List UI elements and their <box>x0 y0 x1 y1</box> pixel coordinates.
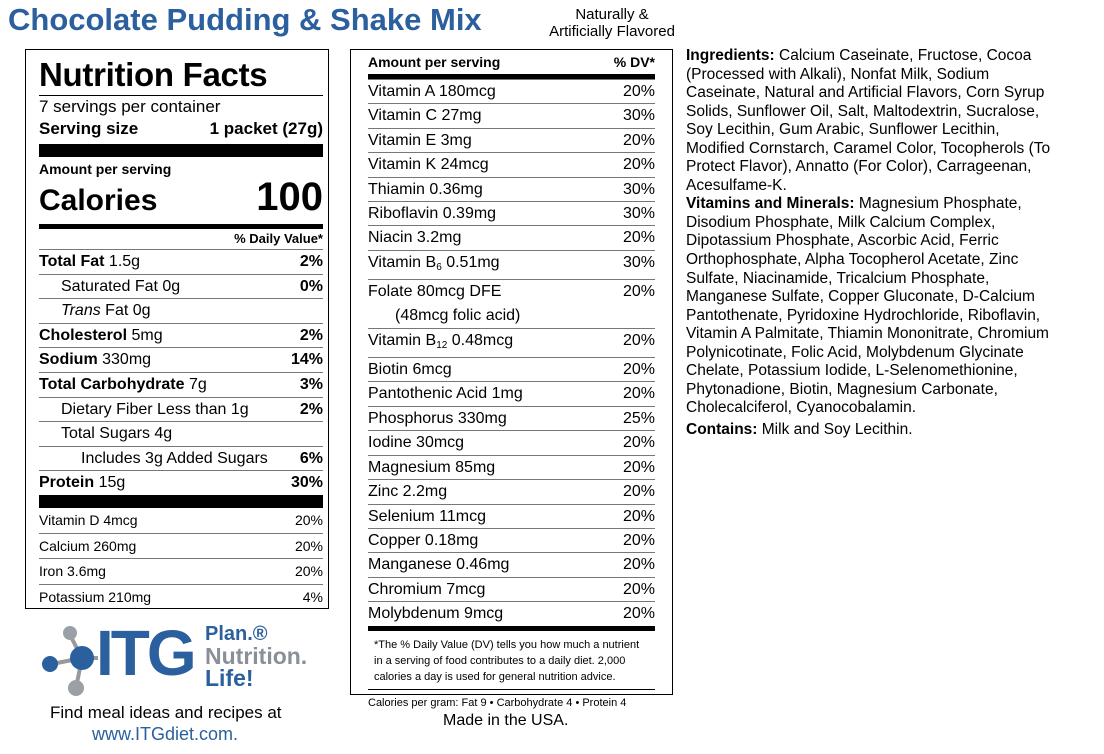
nutrient-pct: 20% <box>622 531 655 549</box>
protein-row <box>39 470 323 495</box>
trans-label: Trans <box>61 302 101 320</box>
nutrient-pct: 20% <box>622 556 655 574</box>
nutrient-name: Vitamin K 24mcg <box>368 156 489 174</box>
ingredients-line-text: Soy Lecithin, Gum Arabic, Sunflower Lecithin, <box>686 121 1000 139</box>
protein-amount: 15g <box>94 474 126 492</box>
ingredients-line-text: Calcium Caseinate, Fructose, Cocoa <box>774 47 1032 64</box>
sodium-pct: 14% <box>290 351 323 369</box>
b6-sub: 6 <box>436 261 442 273</box>
vitamins-minerals-line <box>686 251 1104 270</box>
vitamin-b6-row <box>368 250 655 279</box>
vitamins-minerals-line-text: Pantothenate, Pyridoxine Hydrochloride, Riboflavin, <box>686 306 1041 324</box>
carbohydrate-amount: 7g <box>184 375 207 393</box>
nutrition-facts-title: Nutrition Facts <box>39 56 268 93</box>
made-in-usa: Made in the USA. <box>443 712 569 729</box>
middle-header <box>368 50 655 74</box>
vitamin-list <box>39 508 323 610</box>
nutrient-name: Zinc 2.2mg <box>368 483 448 501</box>
ingredients-line-text: Modified Cornstarch, Caramel Color, Tocopherols (To <box>686 139 1051 157</box>
nutrient-pct: 20% <box>622 83 655 100</box>
nutrient-name: Iodine 30mcg <box>368 434 465 452</box>
nutrient-pct: 25% <box>622 409 655 427</box>
fiber-text: Dietary Fiber Less than 1g <box>61 400 249 418</box>
carbohydrate-pct: 3% <box>299 375 323 393</box>
vitamins-minerals-line <box>686 270 1104 289</box>
ingredients-line-text: Caseinate, Natural and Artificial Flavors, Corn Syrup <box>686 84 1045 102</box>
ingredients-line <box>686 140 1104 159</box>
middle-header-label: Amount per serving <box>368 54 501 70</box>
ingredients-line-text: Acesulfame-K. <box>686 176 787 194</box>
vitamins-minerals-line-text: Phytonadione, Biotin, Magnesium Carbonate, <box>686 380 998 398</box>
nutrient-name: Selenium 11mcg <box>368 507 486 525</box>
vitamins-minerals-line-text: Magnesium Phosphate, <box>854 195 1022 213</box>
vitamins-minerals-line-text: Manganese Sulfate, Copper Gluconate, D-Calcium <box>686 288 1035 306</box>
nutrient-pct: 20% <box>622 580 655 598</box>
nutrient-row <box>368 152 655 176</box>
product-title: Chocolate Pudding & Shake Mix <box>8 2 482 37</box>
nutrient-row <box>368 201 655 225</box>
ingredients-line <box>686 121 1104 140</box>
vitamin-row <box>39 558 323 584</box>
serving-size <box>39 118 323 140</box>
nutrient-row <box>368 455 655 479</box>
folate-line-1: Folate 80mcg DFE <box>368 283 502 301</box>
ingredients-line-label: Ingredients: <box>686 47 775 64</box>
nutrient-pct: 30% <box>622 107 655 125</box>
folate-pct: 20% <box>622 283 655 301</box>
amount-per-serving: Amount per serving <box>39 161 172 177</box>
total-fat-pct: 2% <box>299 253 323 270</box>
daily-value-footnote <box>368 631 655 689</box>
nutrition-facts-panel <box>25 49 329 609</box>
vitamins-minerals-line-text: Disodium Phosphate, Milk Calcium Complex, <box>686 213 996 231</box>
flavor-line-2: Artificially Flavored <box>549 23 675 40</box>
b12-sub: 12 <box>436 339 448 351</box>
vitamins-minerals-line-label: Vitamins and Minerals: <box>686 195 855 213</box>
saturated-fat-pct: 0% <box>299 277 323 295</box>
nutrient-row <box>368 528 655 552</box>
total-sugars-row <box>39 421 323 446</box>
protein-label: Protein <box>39 474 95 492</box>
nutrient-name: Niacin 3.2mg <box>368 229 462 247</box>
vitamins-minerals-line-text: Orthophosphate, Alpha Tocopherol Acetate, Zinc <box>686 251 1019 269</box>
nutrient-pct: 20% <box>622 385 655 403</box>
vitamins-minerals-line <box>686 362 1104 381</box>
nutrient-row <box>368 128 655 152</box>
nutrient-pct: 20% <box>622 483 655 501</box>
vitamins-minerals-line-text: Chelate, Potassium Iodide, L-Selenomethionine, <box>686 362 1018 380</box>
logo-life: Life! <box>205 665 254 691</box>
nutrient-name: Manganese 0.46mg <box>368 556 510 574</box>
added-sugars-text: Includes 3g Added Sugars <box>81 449 268 467</box>
logo-plan: Plan.® <box>205 623 268 645</box>
nutrient-row <box>368 577 655 601</box>
vitamin-pct: 20% <box>294 537 323 554</box>
nutrient-pct: 20% <box>622 605 655 623</box>
nutrient-name: Riboflavin 0.39mg <box>368 205 497 223</box>
daily-value-header: % Daily Value* <box>234 231 323 246</box>
serving-size-label: Serving size <box>39 119 139 138</box>
logo-nutrition: Nutrition. <box>205 643 308 669</box>
vitamins-minerals-line-text: Vitamin A Palmitate, Thiamin Mononitrate, Chromium <box>686 325 1049 343</box>
vitamin-row <box>39 584 323 610</box>
vitamins-minerals-line-text: Sulfate, Niacinamide, Tricalcium Phosphate, <box>686 269 990 287</box>
vitamins-minerals-line <box>686 307 1104 326</box>
contains-line-label: Contains: <box>686 420 758 438</box>
contains-line <box>686 421 1104 440</box>
ingredients-line <box>686 103 1104 122</box>
ingredients-block <box>686 47 1104 439</box>
nutrient-pct: 20% <box>622 361 655 379</box>
nutrient-row <box>368 430 655 454</box>
vitamin-row <box>39 533 323 559</box>
calories-label: Calories <box>39 184 158 217</box>
added-sugars-row <box>39 446 323 471</box>
thick-divider-bottom <box>39 495 323 508</box>
logo-tagline <box>205 623 307 689</box>
ingredients-line-text: Protect Flavor), Annatto (For Color), Carrageenan, <box>686 158 1032 176</box>
nutrient-name: Copper 0.18mg <box>368 531 479 549</box>
vitamins-minerals-line <box>686 214 1104 233</box>
vitamin-name: Vitamin D 4mcg <box>39 511 138 528</box>
vitamin-minerals-panel <box>350 49 673 709</box>
find-recipes-text: Find meal ideas and recipes at <box>50 703 282 722</box>
vitamins-minerals-line-text: Dipotassium Phosphate, Ascorbic Acid, Ferric <box>686 232 999 250</box>
b12-amount: 0.48mcg <box>447 331 514 349</box>
b12-pct: 20% <box>622 331 655 349</box>
vitamin-pct: 20% <box>294 563 323 580</box>
nutrient-name: Vitamin C 27mg <box>368 107 482 125</box>
nutrient-name: Chromium 7mcg <box>368 580 486 598</box>
ingredients-line <box>686 158 1104 177</box>
trans-fat-row <box>39 298 323 323</box>
nutrient-pct: 30% <box>622 205 655 223</box>
carbohydrate-row <box>39 372 323 397</box>
vitamins-minerals-line-text: Polynicotinate, Folic Acid, Molybdenum Glycinate <box>686 343 1024 361</box>
added-sugars-pct: 6% <box>299 449 323 467</box>
nutrient-name: Vitamin E 3mg <box>368 131 472 149</box>
nutrient-pct: 30% <box>622 180 655 198</box>
flavor-line-1: Naturally & <box>575 6 649 23</box>
vitamins-minerals-line <box>686 325 1104 344</box>
itg-logo-text: ITG <box>96 617 194 689</box>
nutrient-row <box>368 381 655 405</box>
folate-line-2: (48mcg folic acid) <box>395 306 521 324</box>
b12-prefix: Vitamin B <box>368 331 437 349</box>
ingredients-line-text: Solids, Sunflower Oil, Salt, Maltodextrin, Sucralose, <box>686 102 1040 120</box>
total-fat-amount: 1.5g <box>104 253 141 270</box>
vitamins-minerals-line <box>686 344 1104 363</box>
servings-per-container: 7 servings per container <box>39 97 221 116</box>
nutrient-name: Magnesium 85mg <box>368 458 496 476</box>
website-link[interactable]: www.ITGdiet.com. <box>92 724 239 744</box>
nutrient-row <box>368 177 655 201</box>
saturated-fat-row <box>39 274 323 299</box>
nutrient-pct: 20% <box>622 229 655 247</box>
footnote-line-3: calories a day is used for general nutrition advice. <box>374 670 616 683</box>
protein-pct: 30% <box>290 474 323 492</box>
nutrient-pct: 20% <box>622 507 655 525</box>
b6-pct: 30% <box>622 253 655 271</box>
folate-row <box>368 279 655 303</box>
nutrient-row <box>368 601 655 625</box>
cholesterol-pct: 2% <box>299 326 323 344</box>
nutrient-pct: 20% <box>622 131 655 149</box>
vitamins-minerals-line <box>686 288 1104 307</box>
cholesterol-row <box>39 323 323 348</box>
ingredients-line <box>686 47 1104 66</box>
ingredients-line <box>686 66 1104 85</box>
nutrient-row <box>368 479 655 503</box>
vitamins-minerals-line <box>686 195 1104 214</box>
nutrient-row <box>368 357 655 381</box>
nutrient-name: Molybdenum 9mcg <box>368 605 504 623</box>
ingredients-line <box>686 177 1104 196</box>
vitamins-minerals-line <box>686 381 1104 400</box>
nutrient-name: Phosphorus 330mg <box>368 409 507 427</box>
nutrient-row <box>368 225 655 249</box>
vitamin-pct: 4% <box>302 589 323 606</box>
sodium-amount: 330mg <box>97 351 152 369</box>
vitamin-b12-row <box>368 328 655 357</box>
nutrient-row <box>368 504 655 528</box>
nutrient-pct: 20% <box>622 434 655 452</box>
vitamin-pct: 20% <box>294 511 323 528</box>
saturated-fat-text: Saturated Fat 0g <box>61 277 181 295</box>
b6-amount: 0.51mg <box>441 253 500 271</box>
cholesterol-label: Cholesterol <box>39 326 128 344</box>
nutrient-name: Pantothenic Acid 1mg <box>368 385 523 403</box>
sodium-label: Sodium <box>39 351 98 369</box>
nutrient-name: Thiamin 0.36mg <box>368 180 483 198</box>
calories-row <box>39 177 323 221</box>
flavor-note <box>537 6 687 40</box>
thick-divider <box>39 144 323 157</box>
trans-fat-amount: Fat 0g <box>100 302 151 320</box>
vitamins-minerals-line <box>686 399 1104 418</box>
vitamins-minerals-line-text: Cholecalciferol, Cyanocobalamin. <box>686 399 917 417</box>
sodium-row <box>39 347 323 372</box>
nutrient-pct: 20% <box>622 156 655 174</box>
total-fat-row <box>39 249 323 274</box>
nutrient-row <box>368 103 655 127</box>
calories-value: 100 <box>256 175 323 219</box>
vitamin-row <box>39 508 323 533</box>
total-fat-label: Total Fat <box>39 253 105 270</box>
nutrient-name: Vitamin A 180mcg <box>368 83 496 100</box>
fiber-row <box>39 397 323 422</box>
nutrient-row <box>368 79 655 103</box>
nutrient-pct: 20% <box>622 458 655 476</box>
nutrient-row <box>368 406 655 430</box>
contains-line-text: Milk and Soy Lecithin. <box>757 420 913 438</box>
footnote-line-1: *The % Daily Value (DV) tells you how much a nutrient <box>374 638 640 651</box>
serving-size-value: 1 packet (27g) <box>209 119 323 138</box>
calories-per-gram: Calories per gram: Fat 9 • Carbohydrate 4 • Protein 4 <box>368 696 627 709</box>
vitamin-name: Potassium 210mg <box>39 589 152 606</box>
b6-prefix: Vitamin B <box>368 253 437 271</box>
cholesterol-amount: 5mg <box>127 326 163 344</box>
nutrient-row <box>368 552 655 576</box>
carbohydrate-label: Total Carbohydrate <box>39 375 185 393</box>
footnote-line-2: in a serving of food contributes to a daily diet. 2,000 <box>374 654 626 667</box>
nutrient-name: Biotin 6mcg <box>368 361 452 379</box>
vitamins-minerals-line <box>686 232 1104 251</box>
ingredients-line <box>686 84 1104 103</box>
total-sugars-text: Total Sugars 4g <box>61 425 173 443</box>
ingredients-line-text: (Processed with Alkali), Nonfat Milk, Sodium <box>686 65 990 83</box>
fiber-pct: 2% <box>299 400 323 418</box>
vitamin-name: Calcium 260mg <box>39 537 137 554</box>
middle-header-dv: % DV* <box>613 54 655 70</box>
vitamin-name: Iron 3.6mg <box>39 563 106 580</box>
